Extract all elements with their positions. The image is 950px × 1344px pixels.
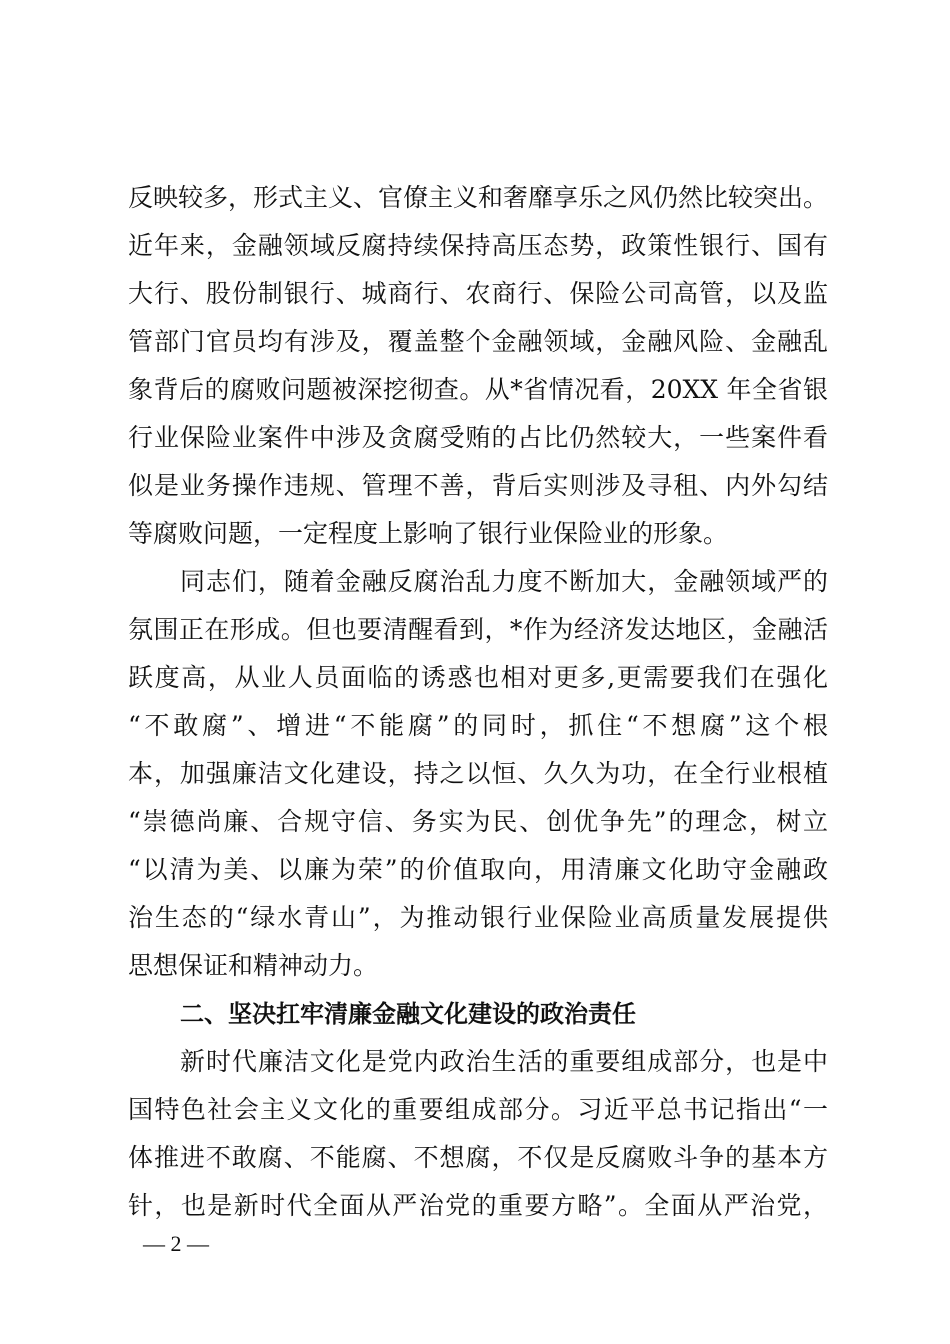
paragraph-3-line-4: 针，也是新时代全面从严治党的重要方略”。全面从严治党，	[128, 1191, 828, 1220]
paragraph-3-line-3: 体推进不敢腐、不能腐、不想腐，不仅是反腐败斗争的基本方	[128, 1143, 828, 1172]
page-number: — 2 —	[143, 1231, 209, 1256]
paragraph-1-line-8: 等腐败问题，一定程度上影响了银行业保险业的形象。	[128, 519, 729, 548]
paragraph-1-line-5: 象背后的腐败问题被深挖彻查。从*省情况看，20XX 年全省银	[128, 375, 828, 404]
paragraph-1-line-3: 大行、股份制银行、城商行、农商行、保险公司高管，以及监	[128, 279, 828, 308]
paragraph-3-line-1: 新时代廉洁文化是党内政治生活的重要组成部分，也是中	[180, 1047, 828, 1076]
paragraph-2-line-9: 思想保证和精神动力。	[128, 951, 379, 980]
paragraph-2-line-7: “以清为美、以廉为荣”的价值取向，用清廉文化助守金融政	[128, 855, 828, 884]
section-heading: 二、坚决扛牢清廉金融文化建设的政治责任	[180, 1000, 636, 1028]
paragraph-2-line-1: 同志们，随着金融反腐治乱力度不断加大，金融领域严的	[180, 567, 828, 596]
paragraph-2-line-4: “不敢腐”、增进“不能腐”的同时，抓住“不想腐”这个根	[128, 711, 828, 740]
paragraph-2-line-5: 本，加强廉洁文化建设，持之以恒、久久为功，在全行业根植	[128, 759, 828, 788]
paragraph-1-line-7: 似是业务操作违规、管理不善，背后实则涉及寻租、内外勾结	[128, 471, 828, 500]
paragraph-2-line-6: “崇德尚廉、合规守信、务实为民、创优争先”的理念，树立	[128, 807, 828, 836]
paragraph-2-line-8: 治生态的“绿水青山”，为推动银行业保险业高质量发展提供	[128, 903, 828, 932]
paragraph-2-line-2: 氛围正在形成。但也要清醒看到，*作为经济发达地区，金融活	[128, 615, 828, 644]
paragraph-1-line-4: 管部门官员均有涉及，覆盖整个金融领域，金融风险、金融乱	[128, 327, 828, 356]
paragraph-3-line-2: 国特色社会主义文化的重要组成部分。习近平总书记指出“一	[128, 1095, 828, 1124]
paragraph-1-line-1: 反映较多，形式主义、官僚主义和奢靡享乐之风仍然比较突出。	[128, 183, 829, 212]
paragraph-1-line-2: 近年来，金融领域反腐持续保持高压态势，政策性银行、国有	[128, 231, 828, 260]
paragraph-2-line-3: 跃度高，从业人员面临的诱惑也相对更多,更需要我们在强化	[128, 663, 828, 692]
paragraph-1-line-6: 行业保险业案件中涉及贪腐受贿的占比仍然较大，一些案件看	[128, 423, 828, 452]
